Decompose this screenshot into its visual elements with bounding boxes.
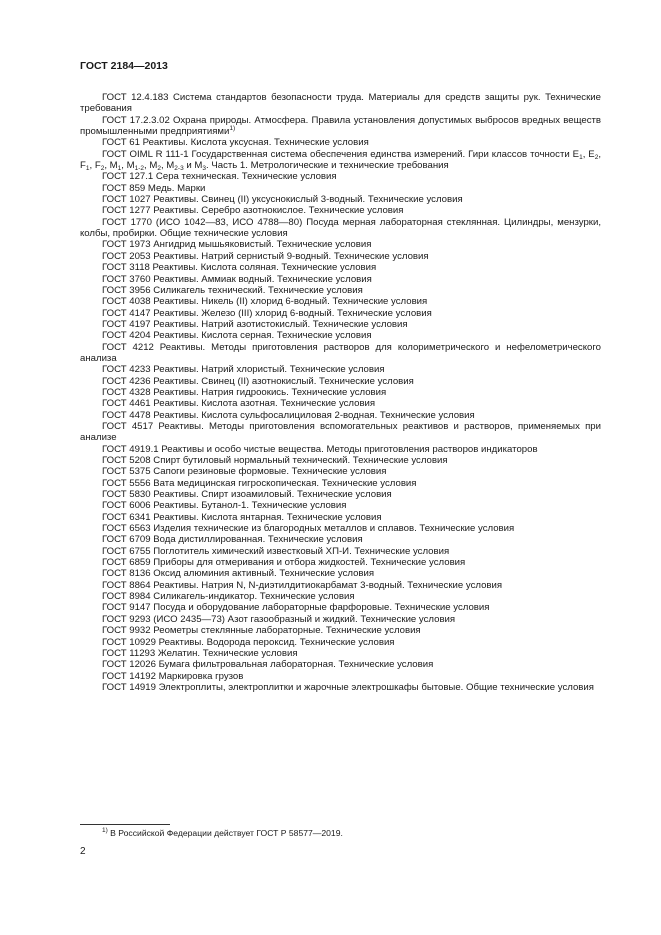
reference-item: ГОСТ 3760 Реактивы. Аммиак водный. Технические условия [102, 273, 372, 285]
reference-item: ГОСТ 1277 Реактивы. Серебро азотнокислое. Технические условия [102, 205, 404, 217]
reference-item: ГОСТ 1027 Реактивы. Свинец (II) уксуснокислый 3-водный. Технические условия [102, 194, 463, 206]
reference-item: ГОСТ 6563 Изделия технические из благородных металлов и сплавов. Технические условия [102, 523, 515, 535]
reference-item: ГОСТ 11293 Желатин. Технические условия [102, 647, 298, 659]
footnote-marker: 1) [102, 827, 108, 834]
reference-item: ГОСТ 1973 Ангидрид мышьяковистый. Технические условия [102, 239, 372, 251]
reference-item: ГОСТ 6709 Вода дистиллированная. Технические условия [102, 534, 363, 546]
reference-item: ГОСТ 10929 Реактивы. Водорода пероксид. Технические условия [102, 636, 395, 648]
document-header: ГОСТ 2184—2013 [80, 60, 168, 72]
reference-item: ГОСТ 9932 Реометры стеклянные лабораторные. Технические условия [102, 625, 421, 637]
reference-item: ГОСТ 6341 Реактивы. Кислота янтарная. Технические условия [102, 511, 382, 523]
reference-item: ГОСТ 9293 (ИСО 2435—73) Азот газообразный и жидкий. Технические условия [102, 613, 456, 625]
reference-item: ГОСТ 4919.1 Реактивы и особо чистые вещества. Методы приготовления растворов индикаторов [102, 443, 538, 455]
reference-text: ГОСТ 17.2.3.02 Охрана природы. Атмосфера. Правила установления допустимых выбросов вредных веществ промышленными предприятиями [80, 114, 601, 138]
reference-item: ГОСТ 3118 Реактивы. Кислота соляная. Технические условия [102, 262, 377, 274]
reference-item: ГОСТ 4328 Реактивы. Натрия гидроокись. Технические условия [102, 386, 387, 398]
footnote-divider [80, 824, 170, 825]
reference-item: ГОСТ 12.4.183 Система стандартов безопасности труда. Материалы для средств защиты рук. Технические требования [80, 92, 601, 115]
reference-item: ГОСТ 8984 Силикагель-индикатор. Технические условия [102, 591, 355, 603]
reference-item: ГОСТ 4236 Реактивы. Свинец (II) азотнокислый. Технические условия [102, 375, 414, 387]
reference-item: ГОСТ 5830 Реактивы. Спирт изоамиловый. Технические условия [102, 489, 392, 501]
reference-item: ГОСТ 2053 Реактивы. Натрий сернистый 9-водный. Технические условия [102, 250, 429, 262]
reference-item [80, 115, 601, 138]
reference-item: ГОСТ 5208 Спирт бутиловый нормальный технический. Технические условия [102, 455, 448, 466]
normative-references [80, 92, 601, 693]
reference-item: ГОСТ 1770 (ИСО 1042—83, ИСО 4788—80) Посуда мерная лабораторная стеклянная. Цилиндры, мензурки, колбы, пробирки. Общие технические условия [80, 216, 601, 240]
reference-item: ГОСТ 4038 Реактивы. Никель (II) хлорид 6-водный. Технические условия [102, 296, 428, 308]
reference-item: ГОСТ 859 Медь. Марки [102, 182, 206, 194]
reference-item: ГОСТ 6755 Поглотитель химический известковый ХП-И. Технические условия [102, 545, 450, 557]
reference-item: ГОСТ 8864 Реактивы. Натрия N, N-диэтилдитиокарбамат 3-водный. Технические условия [102, 579, 503, 591]
reference-item-oiml: ГОСТ OIML R 111-1 Государственная система обеспечения единства измерений. Гири классов точности $E_1$, $E_2$, $F_1$, $F_2$, $M_1$, $M_{1-2}$, $M_2$, $M_{2-3}$ и $M_3$. Часть 1. Метрологические и технические требования [80, 148, 602, 173]
reference-item: ГОСТ 4212 Реактивы. Методы приготовления растворов для колориметрического и нефелометрического анализа [80, 341, 601, 364]
reference-item: ГОСТ 4478 Реактивы. Кислота сульфосалициловая 2-водная. Технические условия [102, 409, 475, 421]
reference-item: ГОСТ 14919 Электроплиты, электроплитки и жарочные электрошкафы бытовые. Общие технические условия [102, 681, 594, 693]
reference-item: ГОСТ 8136 Оксид алюминия активный. Технические условия [102, 568, 375, 580]
reference-item: ГОСТ 61 Реактивы. Кислота уксусная. Технические условия [102, 137, 369, 149]
reference-item: ГОСТ 5375 Сапоги резиновые формовые. Технические условия [102, 466, 387, 478]
reference-item: ГОСТ 4233 Реактивы. Натрий хлористый. Технические условия [102, 364, 385, 376]
reference-item: ГОСТ 14192 Маркировка грузов [102, 670, 244, 682]
reference-item: ГОСТ 4197 Реактивы. Натрий азотистокислый. Технические условия [102, 318, 408, 330]
reference-item: ГОСТ 6859 Приборы для отмеривания и отбора жидкостей. Технические условия [102, 557, 466, 569]
reference-item: ГОСТ 6006 Реактивы. Бутанол-1. Технические условия [102, 500, 347, 512]
reference-item: ГОСТ 4147 Реактивы. Железо (III) хлорид 6-водный. Технические условия [102, 307, 432, 319]
reference-item: ГОСТ 5556 Вата медицинская гигроскопическая. Технические условия [102, 477, 417, 489]
reference-item: ГОСТ 4461 Реактивы. Кислота азотная. Технические условия [102, 398, 376, 410]
footnote-text: В Российской Федерации действует ГОСТ Р 58577—2019. [110, 828, 343, 838]
page-number: 2 [80, 846, 86, 857]
footnote-marker: 1) [229, 125, 236, 133]
reference-item: ГОСТ 12026 Бумага фильтровальная лабораторная. Технические условия [102, 659, 434, 671]
reference-item: ГОСТ 127.1 Сера техническая. Технические условия [102, 171, 337, 183]
reference-item: ГОСТ 9147 Посуда и оборудование лабораторные фарфоровые. Технические условия [102, 602, 490, 614]
reference-item: ГОСТ 4517 Реактивы. Методы приготовления вспомогательных реактивов и растворов, применяемых при анализе [80, 420, 601, 444]
footnote [102, 828, 343, 838]
reference-item: ГОСТ 3956 Силикагель технический. Технические условия [102, 284, 363, 296]
reference-item: ГОСТ 4204 Реактивы. Кислота серная. Технические условия [102, 330, 372, 342]
